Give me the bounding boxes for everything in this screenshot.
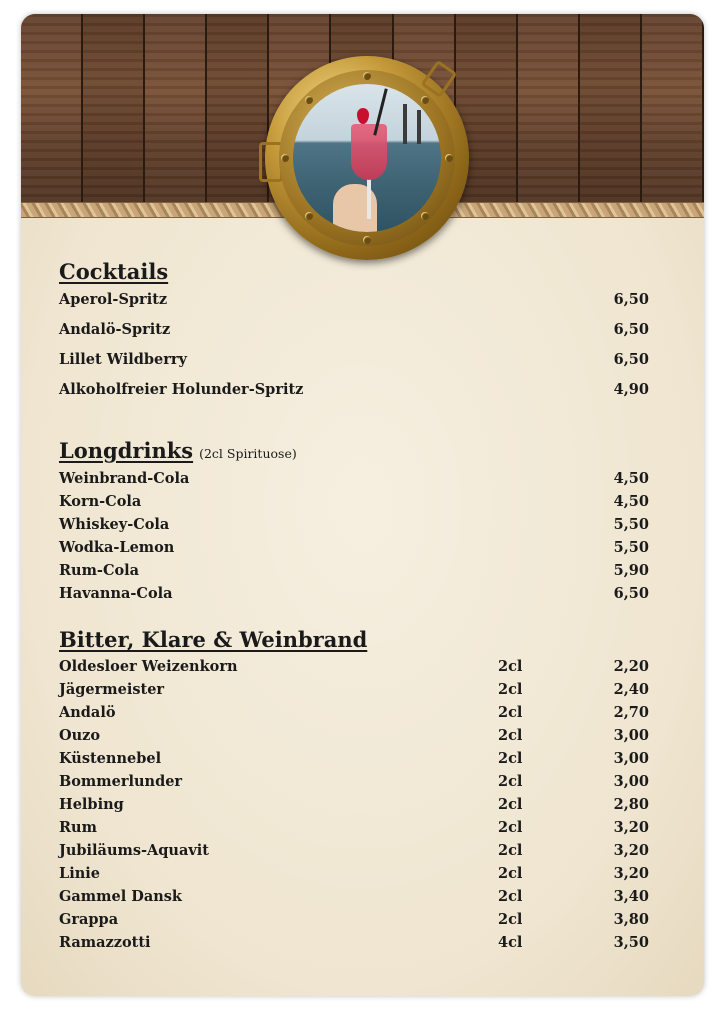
item-name: Grappa: [59, 911, 119, 928]
menu-item: [59, 750, 649, 770]
menu-item: [59, 291, 649, 311]
item-size: 2cl: [498, 842, 523, 859]
menu-item: [59, 585, 649, 605]
item-price: 3,20: [613, 842, 649, 859]
menu-item: [59, 934, 649, 954]
item-price: 2,40: [613, 681, 649, 698]
item-size: 2cl: [498, 796, 523, 813]
menu-item: [59, 727, 649, 747]
menu-item: [59, 381, 649, 401]
item-price: 4,90: [613, 381, 649, 398]
item-name: Weinbrand-Cola: [59, 470, 190, 487]
section-title-bitter-klare-weinbrand: Bitter, Klare & Weinbrand: [59, 627, 368, 652]
menu-item: [59, 865, 649, 885]
item-price: 2,70: [613, 704, 649, 721]
item-size: 4cl: [498, 934, 523, 951]
menu-item: [59, 773, 649, 793]
item-size: 2cl: [498, 681, 523, 698]
item-size: 2cl: [498, 704, 523, 721]
item-name: Küstennebel: [59, 750, 162, 767]
menu-item: [59, 516, 649, 536]
menu-item: [59, 681, 649, 701]
item-price: 6,50: [613, 585, 649, 602]
menu-item: [59, 842, 649, 862]
item-price: 3,80: [613, 911, 649, 928]
item-size: 2cl: [498, 888, 523, 905]
item-size: 2cl: [498, 727, 523, 744]
item-name: Oldesloer Weizenkorn: [59, 658, 238, 675]
menu-item: [59, 658, 649, 678]
section-note: (2cl Spirituose): [199, 446, 297, 461]
item-name: Jägermeister: [59, 681, 165, 698]
item-name: Rum: [59, 819, 97, 836]
menu-item: [59, 888, 649, 908]
item-size: 2cl: [498, 750, 523, 767]
item-name: Andalö: [59, 704, 116, 721]
item-size: 2cl: [498, 865, 523, 882]
item-price: 4,50: [613, 493, 649, 510]
item-price: 2,20: [613, 658, 649, 675]
menu-item: [59, 470, 649, 490]
item-name: Gammel Dansk: [59, 888, 182, 905]
menu-item: [59, 796, 649, 816]
item-name: Lillet Wildberry: [59, 351, 187, 368]
item-size: 2cl: [498, 773, 523, 790]
menu-item: [59, 493, 649, 513]
item-price: 3,20: [613, 865, 649, 882]
menu-item: [59, 321, 649, 341]
item-name: Andalö-Spritz: [59, 321, 171, 338]
section-title-longdrinks: Longdrinks (2cl Spirituose): [59, 438, 297, 463]
item-price: 5,50: [613, 539, 649, 556]
menu-item: [59, 351, 649, 371]
menu-page: [21, 14, 704, 996]
item-size: 2cl: [498, 819, 523, 836]
item-size: 2cl: [498, 911, 523, 928]
item-price: 6,50: [613, 351, 649, 368]
item-size: 2cl: [498, 658, 523, 675]
item-price: 6,50: [613, 291, 649, 308]
item-price: 5,90: [613, 562, 649, 579]
item-name: Wodka-Lemon: [59, 539, 175, 556]
item-price: 6,50: [613, 321, 649, 338]
item-price: 3,20: [613, 819, 649, 836]
item-name: Whiskey-Cola: [59, 516, 170, 533]
section-title-cocktails: Cocktails: [59, 259, 169, 284]
item-price: 5,50: [613, 516, 649, 533]
menu-item: [59, 819, 649, 839]
menu-content: [21, 14, 704, 996]
menu-item: [59, 539, 649, 559]
item-name: Linie: [59, 865, 100, 882]
item-name: Korn-Cola: [59, 493, 142, 510]
item-name: Jubiläums-Aquavit: [59, 842, 209, 859]
item-price: 3,40: [613, 888, 649, 905]
menu-item: [59, 562, 649, 582]
item-price: 3,00: [613, 727, 649, 744]
item-name: Bommerlunder: [59, 773, 183, 790]
item-name: Alkoholfreier Holunder-Spritz: [59, 381, 304, 398]
menu-item: [59, 704, 649, 724]
item-name: Rum-Cola: [59, 562, 140, 579]
item-name: Aperol-Spritz: [59, 291, 168, 308]
menu-item: [59, 911, 649, 931]
item-price: 3,00: [613, 773, 649, 790]
item-price: 4,50: [613, 470, 649, 487]
item-name: Ouzo: [59, 727, 101, 744]
item-name: Havanna-Cola: [59, 585, 173, 602]
item-price: 2,80: [613, 796, 649, 813]
item-price: 3,50: [613, 934, 649, 951]
item-name: Helbing: [59, 796, 124, 813]
item-name: Ramazzotti: [59, 934, 151, 951]
item-price: 3,00: [613, 750, 649, 767]
